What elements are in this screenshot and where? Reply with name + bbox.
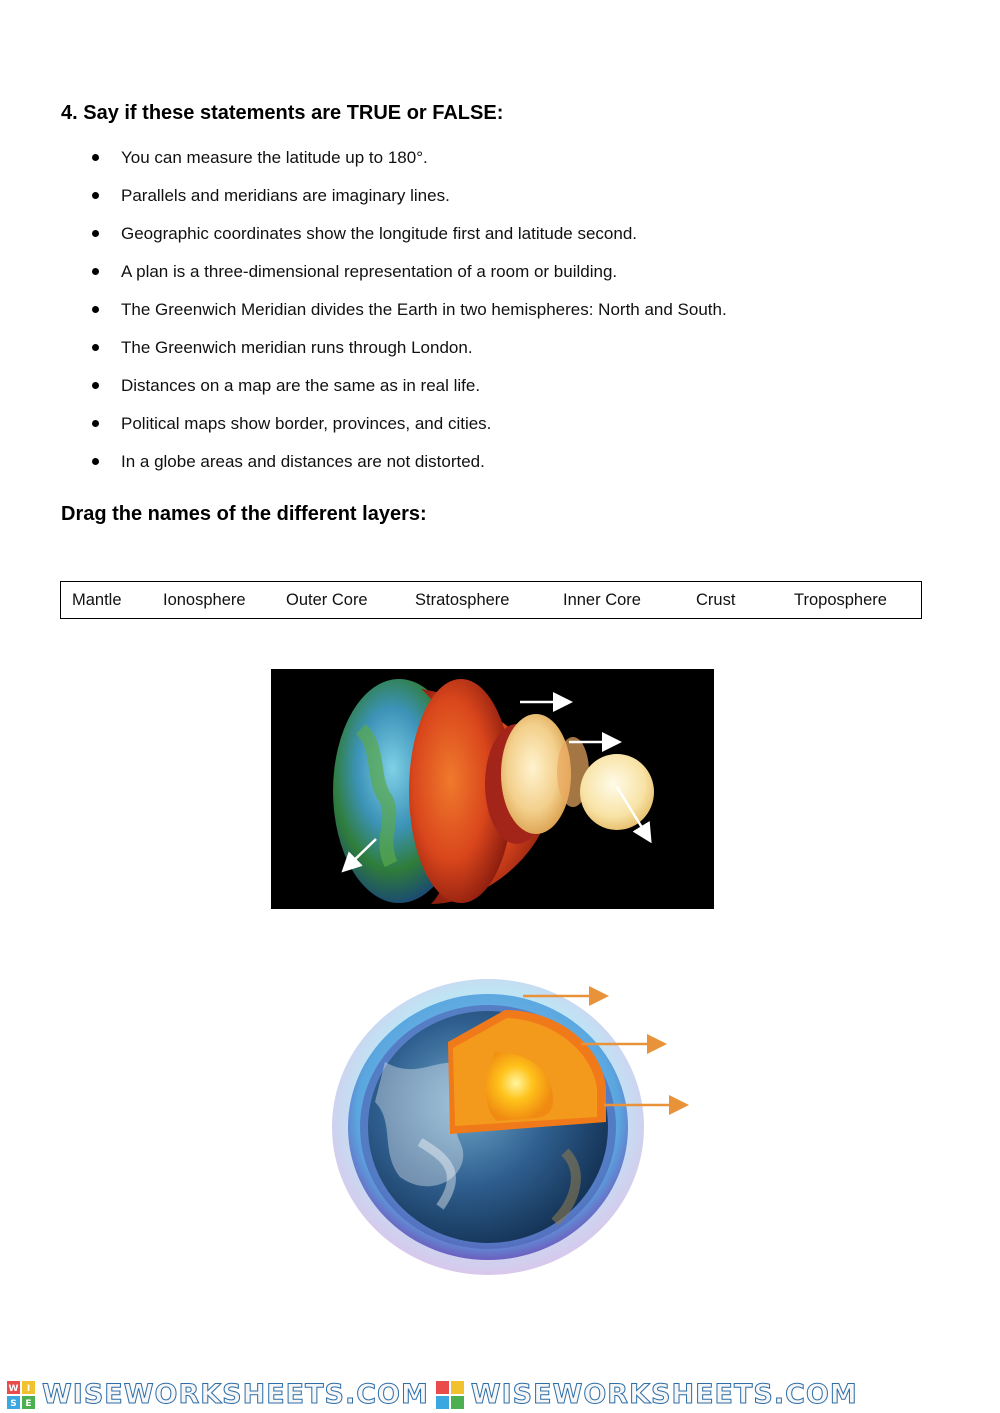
- statement-text: Distances on a map are the same as in real life.: [121, 376, 481, 395]
- word-bank: [60, 581, 922, 619]
- statement-item[interactable]: [88, 259, 968, 297]
- question-title: 4. Say if these statements are TRUE or FALSE:: [61, 102, 504, 124]
- statement-text: The Greenwich meridian runs through London.: [121, 338, 473, 357]
- logo-letter: S: [10, 1398, 17, 1409]
- bullet-icon: [92, 154, 99, 161]
- footer-branding: [0, 1376, 1000, 1413]
- statement-item[interactable]: [88, 373, 968, 411]
- logo-letter: E: [25, 1398, 32, 1409]
- statement-text: Political maps show border, provinces, and cities.: [121, 414, 492, 433]
- logo-letter: I: [26, 1383, 31, 1394]
- brand-logo: [0, 1376, 429, 1413]
- statement-item[interactable]: [88, 183, 968, 221]
- statement-text: Geographic coordinates show the longitude first and latitude second.: [121, 224, 637, 243]
- statement-item[interactable]: [88, 297, 968, 335]
- statement-item[interactable]: [88, 335, 968, 373]
- drag-word-mantle[interactable]: Mantle: [72, 591, 122, 609]
- bullet-icon: [92, 458, 99, 465]
- statement-item[interactable]: [88, 411, 968, 449]
- logo-mark-icon: [435, 1380, 465, 1410]
- statement-item[interactable]: [88, 449, 968, 487]
- bullet-icon: [92, 382, 99, 389]
- inner-core-layer: [580, 754, 654, 830]
- bullet-icon: [92, 344, 99, 351]
- drag-word-inner-core[interactable]: Inner Core: [563, 591, 641, 609]
- statement-item[interactable]: [88, 221, 968, 259]
- earth-layers-image: [271, 669, 714, 909]
- statement-text: The Greenwich Meridian divides the Earth in two hemispheres: North and South.: [121, 300, 727, 319]
- drag-word-crust[interactable]: Crust: [696, 591, 736, 609]
- statement-text: You can measure the latitude up to 180°.: [121, 148, 428, 167]
- drag-title: Drag the names of the different layers:: [61, 503, 427, 525]
- bullet-icon: [92, 420, 99, 427]
- logo-mark-icon: [6, 1380, 36, 1410]
- brand-text: WISEWORKSHEETS.COM: [470, 1379, 858, 1410]
- brand-logo-repeat: [429, 1376, 858, 1413]
- earth-atmosphere-image: [325, 972, 705, 1282]
- bullet-icon: [92, 268, 99, 275]
- statement-text: A plan is a three-dimensional representation of a room or building.: [121, 262, 618, 281]
- statement-item[interactable]: [88, 145, 968, 183]
- bullet-icon: [92, 230, 99, 237]
- statement-text: In a globe areas and distances are not distorted.: [121, 452, 485, 471]
- statement-text: Parallels and meridians are imaginary lines.: [121, 186, 450, 205]
- drag-word-ionosphere[interactable]: Ionosphere: [163, 591, 246, 609]
- drag-word-outer-core[interactable]: Outer Core: [286, 591, 368, 609]
- statements-list: [88, 145, 968, 487]
- brand-text: WISEWORKSHEETS.COM: [42, 1379, 429, 1410]
- logo-letter: W: [8, 1383, 19, 1394]
- drag-word-stratosphere[interactable]: Stratosphere: [415, 591, 510, 609]
- bullet-icon: [92, 192, 99, 199]
- drag-word-troposphere[interactable]: Troposphere: [794, 591, 887, 609]
- bullet-icon: [92, 306, 99, 313]
